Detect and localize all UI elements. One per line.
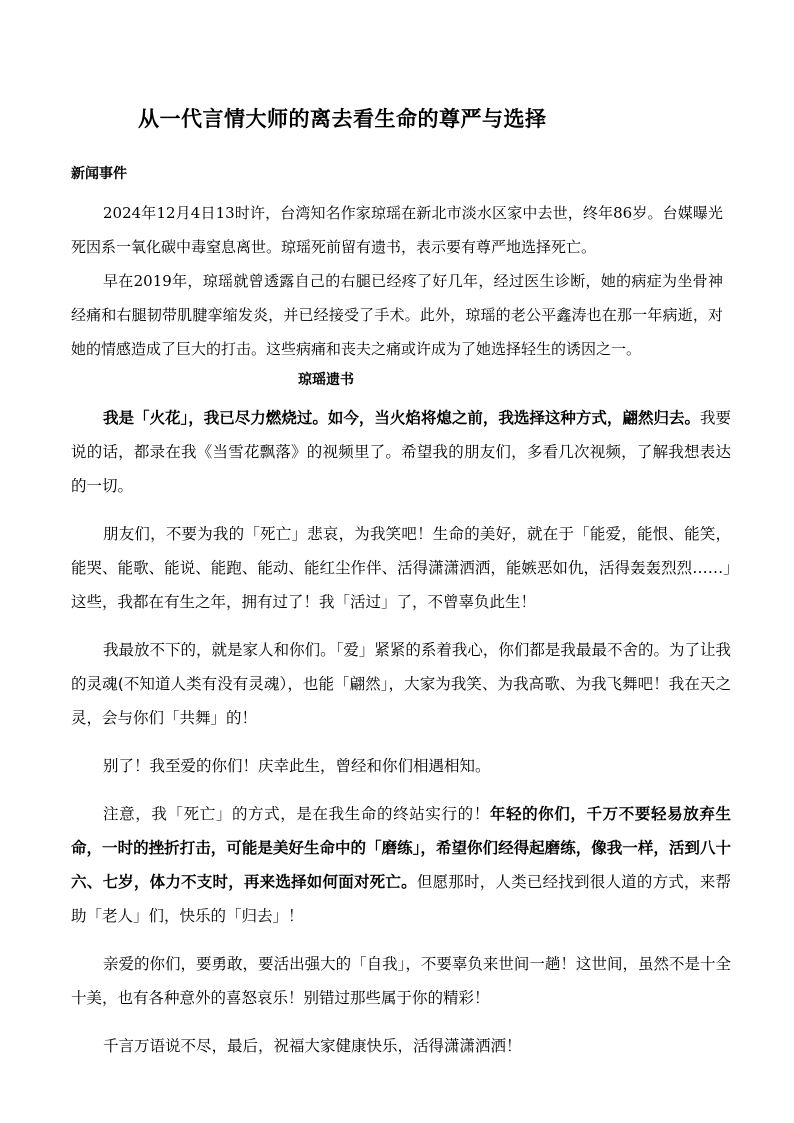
letter-emphasis: 年轻的你们，千万不要轻易放弃生命，一时的挫折打击，可能是美好生命中的「磨练」，希望你们经得起磨练，像我一样，活到八十六、七岁，体力不支时，再来选择如何面对死亡。 [71, 805, 731, 891]
letter-body [71, 401, 731, 1077]
letter-text: 我要说的话，都录在我《当雪花飘落》的视频里了。希望我的朋友们，多看几次视频，了解我想表达的一切。 [71, 409, 731, 495]
letter-paragraph [71, 797, 731, 933]
letter-text: 注意，我「死亡」的方式，是在我生命的终站实行的！ [103, 805, 490, 823]
letter-paragraph: 别了！我至爱的你们！庆幸此生，曾经和你们相遇相知。 [103, 757, 491, 775]
letter-title: 琼瑶遗书 [298, 372, 354, 388]
news-paragraph: 早在2019年，琼瑶就曾透露自己的右腿已经疼了好几年，经过医生诊断，她的病症为坐骨神经痛和右腿韧带肌腱挛缩发炎，并已经接受了手术。此外，琼瑶的老公平鑫涛也在那一年病逝，对她的情感造成了巨大的打击。这些病痛和丧夫之痛或许成为了她选择轻生的诱因之一。 [71, 272, 723, 358]
news-paragraph: 2024年12月4日13时许，台湾知名作家琼瑶在新北市淡水区家中去世，终年86岁。台媒曝光死因系一氧化碳中毒窒息离世。琼瑶死前留有遗书，表示要有尊严地选择死亡。 [71, 204, 723, 256]
letter-paragraph: 亲爱的你们，要勇敢，要活出强大的「自我」，不要辜负来世间一趟！这世间，虽然不是十全十美，也有各种意外的喜怒哀乐！别错过那些属于你的精彩！ [71, 955, 731, 1007]
letter-text: 但愿那时，人类已经找到很人道的方式，来帮助「老人」们，快乐的「归去」！ [71, 873, 731, 925]
letter-paragraph: 我最放不下的，就是家人和你们。「爱」紧紧的系着我心，你们都是我最最不舍的。为了让我的灵魂(不知道人类有没有灵魂），也能「翩然」，大家为我笑、为我高歌、为我飞舞吧！我在天之灵，会与你们「共舞」的！ [71, 641, 731, 727]
letter-paragraph: 朋友们，不要为我的「死亡」悲哀，为我笑吧！生命的美好，就在于「能爱，能恨、能笑，能哭、能歌、能说、能跑、能动、能红尘作伴、活得潇潇洒洒，能嫉恶如仇，活得轰轰烈烈……」这些，我都在有生之年，拥有过了！我「活过」了，不曾辜负此生！ [71, 525, 731, 611]
news-body [71, 196, 723, 366]
letter-paragraph [71, 401, 731, 503]
letter-paragraph: 千言万语说不尽，最后，祝福大家健康快乐，活得潇潇洒洒！ [103, 1037, 522, 1055]
news-section-label: 新闻事件 [71, 166, 127, 182]
page-title: 从一代言情大师的离去看生命的尊严与选择 [138, 107, 547, 131]
letter-emphasis: 我是「火花」，我已尽力燃烧过。如今，当火焰将熄之前，我选择这种方式，翩然归去。 [103, 409, 700, 427]
